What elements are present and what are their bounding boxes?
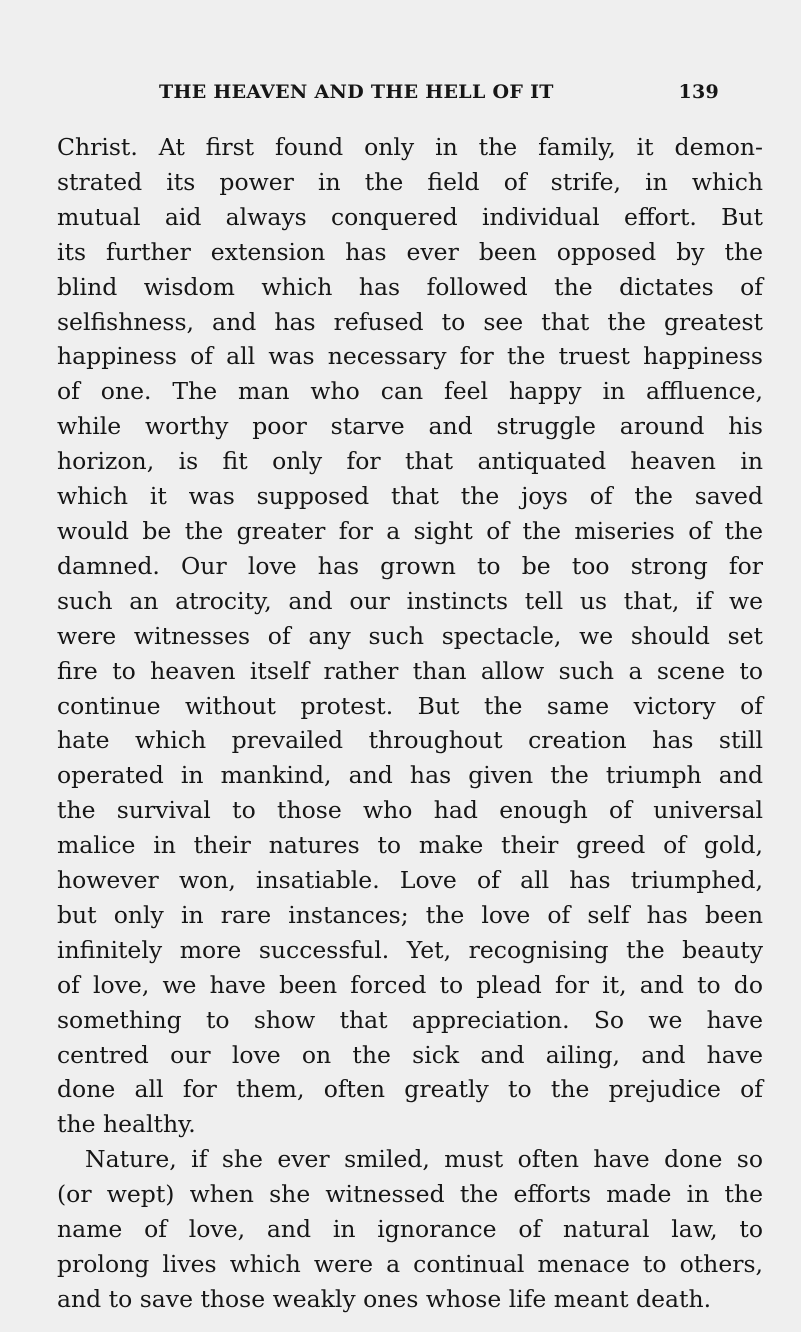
text-line: (or wept) when she witnessed the efforts made in the — [57, 1180, 763, 1209]
text-line: something to show that appreciation. So we have — [57, 1005, 763, 1034]
text-line: malice in their natures to make their greed of gold, — [57, 831, 763, 860]
text-line: name of love, and in ignorance of natural law, to — [57, 1215, 763, 1244]
text-line: done all for them, often greatly to the prejudice of — [57, 1075, 763, 1104]
text-line: and to save those weakly ones whose life meant death. — [57, 1284, 712, 1313]
text-line: infinitely more successful. Yet, recognising the beauty — [57, 935, 763, 964]
text-line: strated its power in the field of strife, in which — [57, 167, 763, 196]
text-line: the survival to those who had enough of universal — [57, 796, 763, 825]
text-line: prolong lives which were a continual menace to others, — [57, 1250, 763, 1278]
text-line: such an atrocity, and our instincts tell us that, if we — [57, 586, 763, 615]
text-line: damned. Our love has grown to be too strong for — [57, 551, 763, 580]
text-line: blind wisdom which has followed the dictates of — [57, 272, 763, 301]
text-line: happiness of all was necessary for the truest happiness — [57, 342, 763, 371]
text-line: the healthy. — [57, 1110, 196, 1139]
text-line: would be the greater for a sight of the miseries of the — [57, 516, 763, 545]
text-line: continue without protest. But the same victory of — [57, 691, 763, 720]
text-line: its further extension has ever been opposed by the — [57, 237, 763, 266]
text-line: fire to heaven itself rather than allow such a scene to — [57, 656, 763, 685]
text-line: Nature, if she ever smiled, must often have done so — [85, 1145, 763, 1174]
text-line: but only in rare instances; the love of self has been — [57, 900, 763, 929]
running-title: THE HEAVEN AND THE HELL OF IT — [159, 81, 554, 103]
text-line: horizon, is fit only for that antiquated heaven in — [57, 447, 763, 476]
text-line: hate which prevailed throughout creation has still — [57, 726, 763, 755]
text-line: were witnesses of any such spectacle, we should set — [57, 621, 763, 650]
text-line: of love, we have been forced to plead for it, and to do — [57, 970, 763, 999]
page-number: 139 — [678, 81, 719, 103]
body-text — [57, 130, 763, 1317]
text-line: centred our love on the sick and ailing, and have — [57, 1040, 763, 1069]
text-line: mutual aid always conquered individual effort. But — [57, 202, 763, 231]
text-line: which it was supposed that the joys of the saved — [57, 482, 763, 511]
running-head — [159, 81, 719, 109]
text-line: Christ. At first found only in the family, it demon- — [57, 133, 763, 161]
text-line: however won, insatiable. Love of all has triumphed, — [57, 866, 763, 895]
text-line: selfishness, and has refused to see that the greatest — [57, 307, 763, 336]
text-line: operated in mankind, and has given the triumph and — [57, 761, 763, 790]
text-line: of one. The man who can feel happy in affluence, — [57, 377, 763, 406]
text-line: while worthy poor starve and struggle around his — [57, 412, 763, 441]
